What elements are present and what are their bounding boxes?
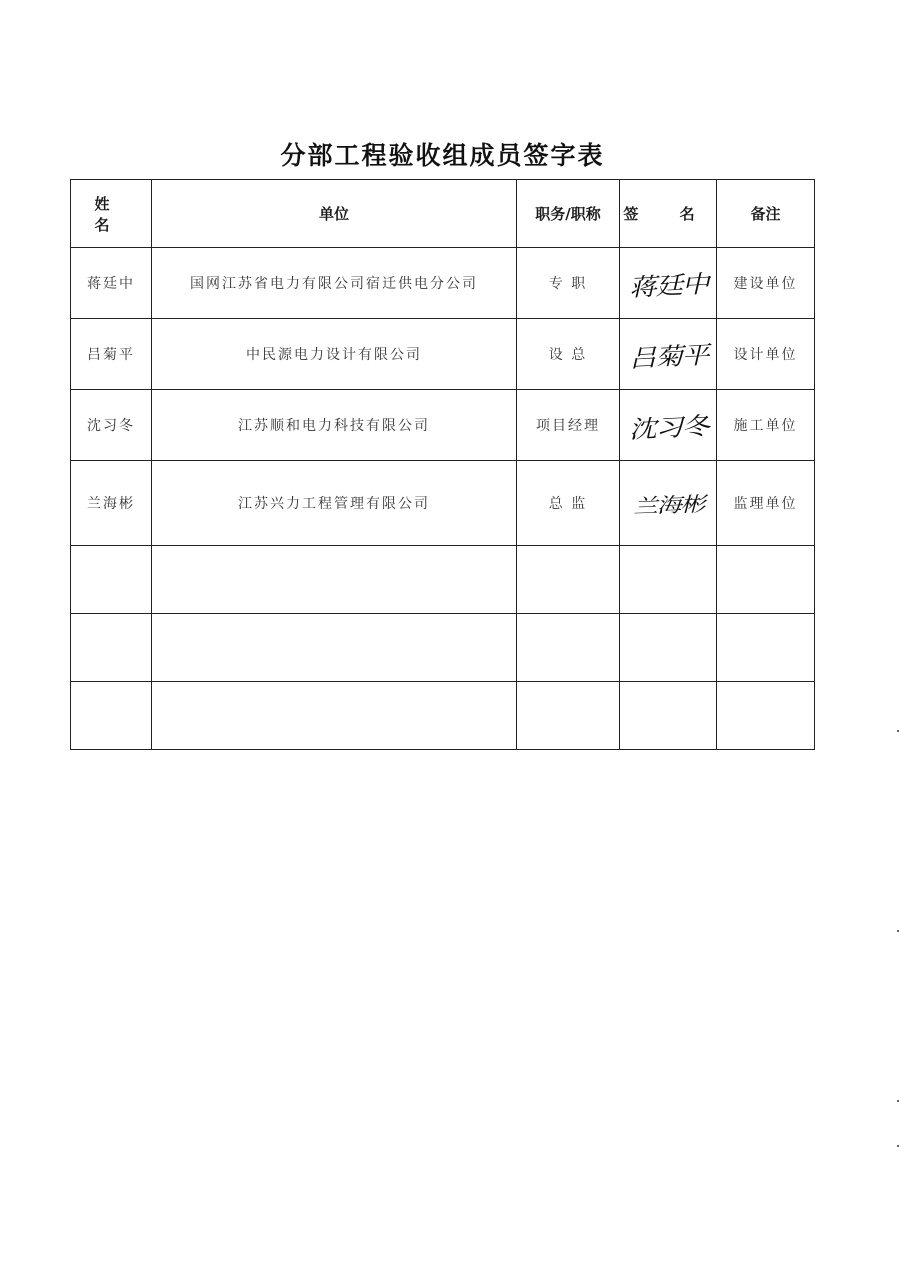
member-position: 设 总 [517,319,620,390]
member-position: 项目经理 [517,390,620,461]
empty-row [71,682,815,750]
empty-row [71,546,815,614]
member-unit: 江苏兴力工程管理有限公司 [152,461,517,546]
page-title: 分部工程验收组成员签字表 [280,141,605,170]
empty-cell [717,614,815,682]
handwritten-signature: 蒋廷中 [627,269,709,302]
member-unit: 国网江苏省电力有限公司宿迁供电分公司 [152,248,517,319]
member-remark: 监理单位 [717,461,815,546]
table-row [71,390,815,461]
table-row [71,319,815,390]
empty-row [71,614,815,682]
scan-speck [897,1100,899,1102]
handwritten-signature: 沈习冬 [627,411,709,444]
empty-cell [620,614,717,682]
empty-cell [517,682,620,750]
signature-cell [620,319,717,390]
signature-cell [620,461,717,546]
scan-speck [897,730,899,732]
empty-cell [517,546,620,614]
empty-cell [152,614,517,682]
member-name: 沈习冬 [71,390,152,461]
member-remark: 施工单位 [717,390,815,461]
header-remark: 备注 [717,180,815,248]
member-unit: 中民源电力设计有限公司 [152,319,517,390]
member-position: 专 职 [517,248,620,319]
member-remark: 设计单位 [717,319,815,390]
header-row [71,180,815,248]
handwritten-signature: 吕菊平 [627,340,709,373]
empty-cell [717,682,815,750]
signature-cell [620,390,717,461]
empty-cell [152,546,517,614]
empty-cell [717,546,815,614]
header-signature: 签 名 [620,180,717,248]
empty-cell [620,546,717,614]
member-position: 总 监 [517,461,620,546]
scan-speck [897,930,899,932]
table-row [71,461,815,546]
empty-cell [71,614,152,682]
member-name: 吕菊平 [71,319,152,390]
empty-cell [517,614,620,682]
table-row [71,248,815,319]
handwritten-signature: 兰海彬 [632,491,705,518]
header-position: 职务/职称 [517,180,620,248]
scan-speck [897,1145,899,1147]
member-unit: 江苏顺和电力科技有限公司 [152,390,517,461]
empty-cell [71,682,152,750]
signature-table [70,179,815,750]
empty-cell [620,682,717,750]
signature-cell [620,248,717,319]
member-name: 兰海彬 [71,461,152,546]
header-unit: 单位 [152,180,517,248]
header-name: 姓 名 [71,180,152,248]
member-name: 蒋廷中 [71,248,152,319]
empty-cell [152,682,517,750]
empty-cell [71,546,152,614]
member-remark: 建设单位 [717,248,815,319]
